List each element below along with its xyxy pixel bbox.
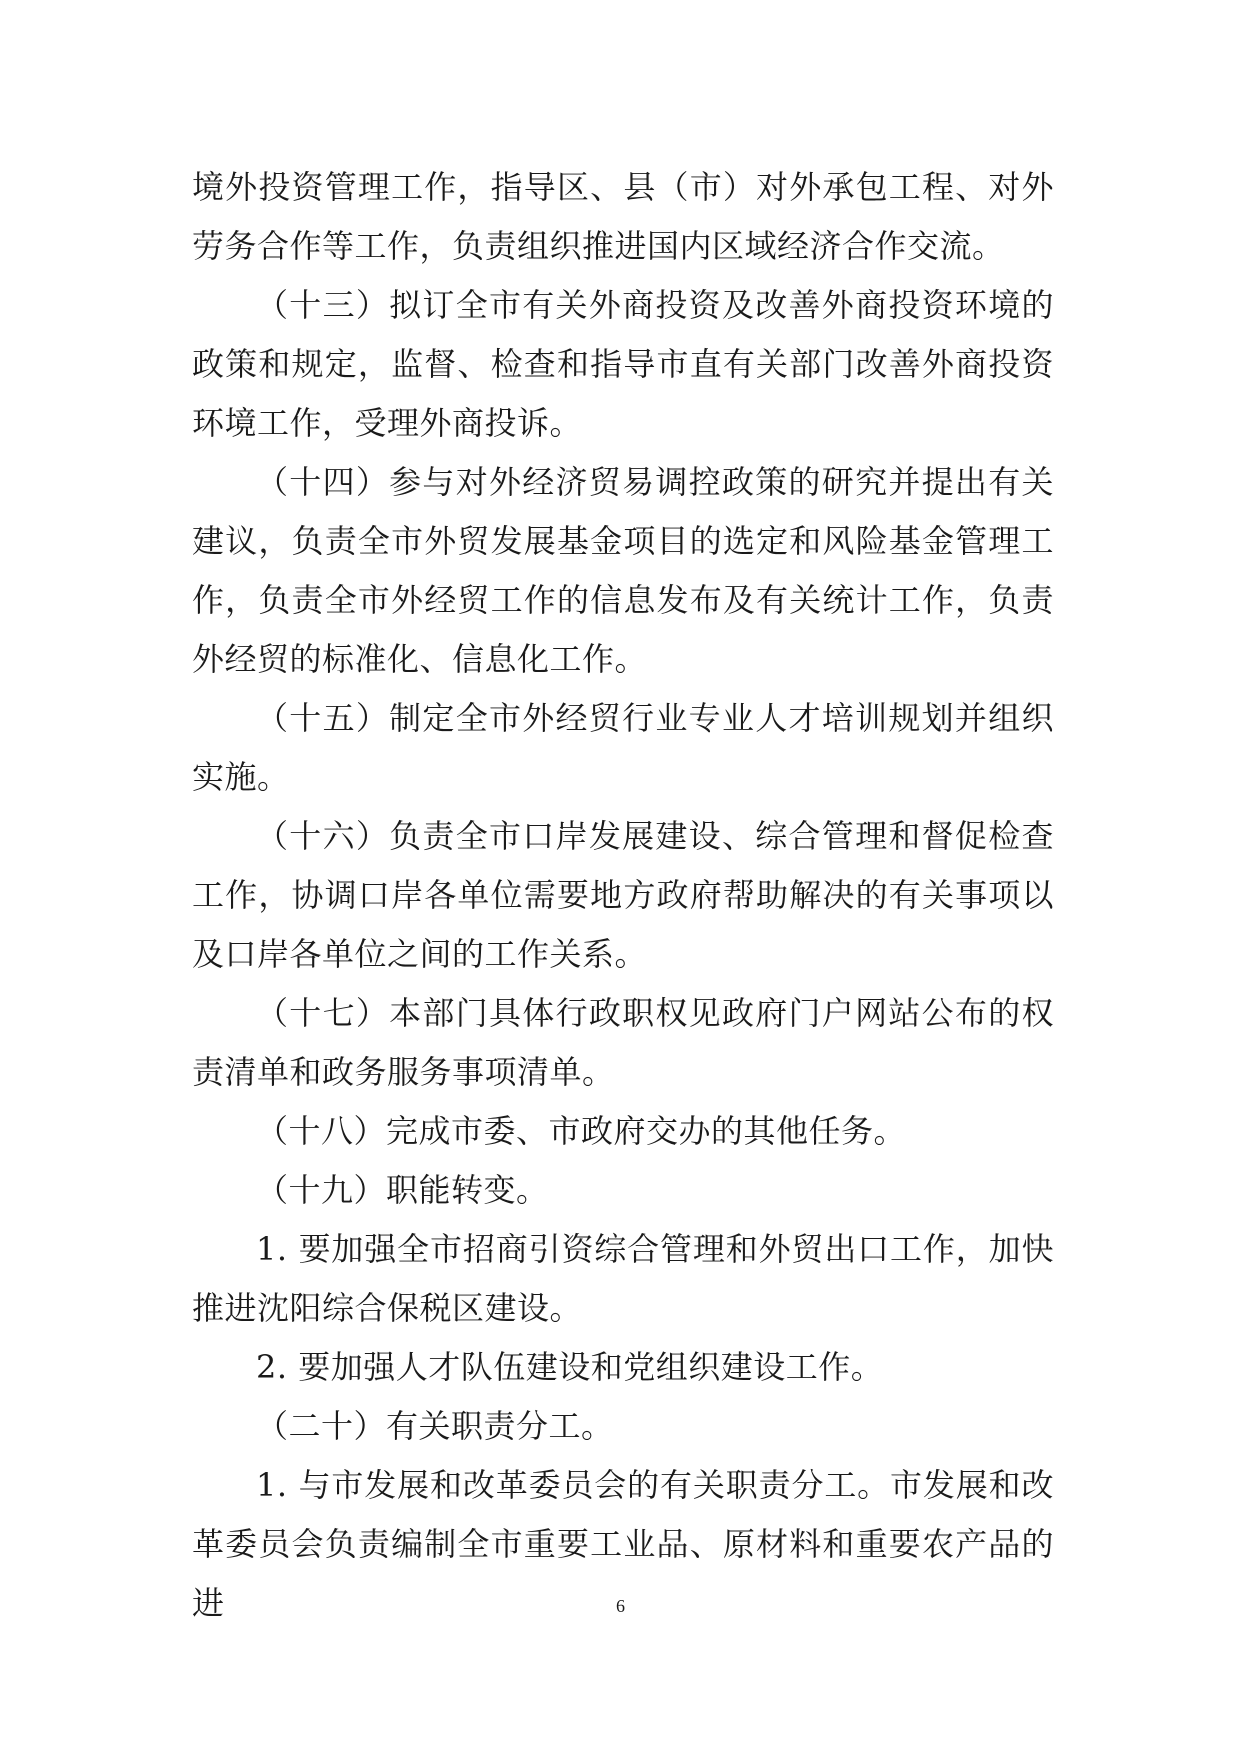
paragraph-1: 境外投资管理工作，指导区、县（市）对外承包工程、对外劳务合作等工作，负责组织推进国内区域经济合作交流。 [192,168,1054,265]
paragraph-6: （十七）本部门具体行政职权见政府门户网站公布的权责清单和政务服务事项清单。 [192,994,1054,1091]
paragraph-12: 1. 与市发展和改革委员会的有关职责分工。市发展和改革委员会负责编制全市重要工业品、原材料和重要农产品的进 [192,1466,1054,1622]
paragraph-4: （十五）制定全市外经贸行业专业人才培训规划并组织实施。 [192,699,1054,796]
document-body [192,158,1054,1633]
paragraph-3: （十四）参与对外经济贸易调控政策的研究并提出有关建议，负责全市外贸发展基金项目的选定和风险基金管理工作，负责全市外经贸工作的信息发布及有关统计工作，负责外经贸的标准化、信息化工作。 [192,463,1054,678]
page-number: 6 [616,1596,625,1616]
paragraph-2: （十三）拟订全市有关外商投资及改善外商投资环境的政策和规定，监督、检查和指导市直有关部门改善外商投资环境工作，受理外商投诉。 [192,286,1054,442]
paragraph-10: 2. 要加强人才队伍建设和党组织建设工作。 [256,1348,884,1386]
paragraph-9: 1. 要加强全市招商引资综合管理和外贸出口工作，加快推进沈阳综合保税区建设。 [192,1230,1054,1327]
paragraph-8: （十九）职能转变。 [256,1171,549,1209]
paragraph-11: （二十）有关职责分工。 [256,1407,614,1445]
paragraph-7: （十八）完成市委、市政府交办的其他任务。 [256,1112,907,1150]
paragraph-5: （十六）负责全市口岸发展建设、综合管理和督促检查工作，协调口岸各单位需要地方政府帮助解决的有关事项以及口岸各单位之间的工作关系。 [192,817,1054,973]
